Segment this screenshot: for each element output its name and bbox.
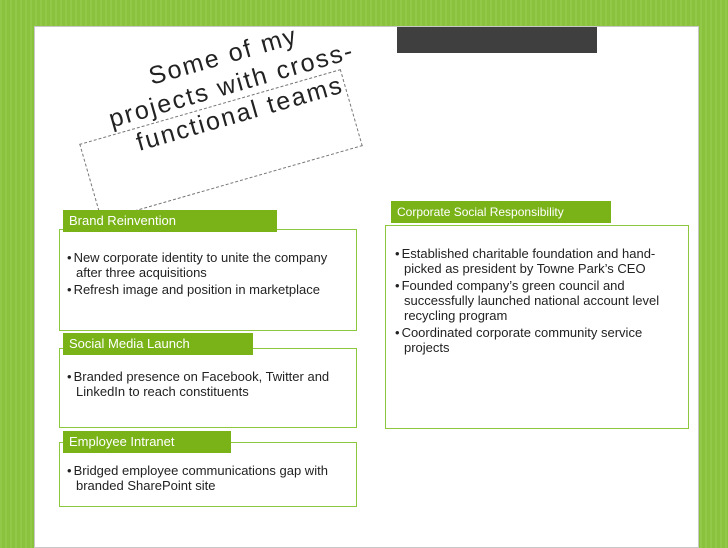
slide [34, 21, 699, 548]
slide-title: Some of my projects with cross- functional teams [105, 21, 358, 157]
brand-panel [59, 229, 357, 331]
social-list [66, 369, 336, 401]
intranet-list [66, 463, 346, 495]
social-panel [59, 348, 357, 428]
csr-panel [385, 225, 689, 429]
csr-list [394, 246, 674, 357]
brand-header: Brand Reinvention [63, 210, 277, 232]
list-item: • Bridged employee communications gap with branded SharePoint site [66, 463, 346, 493]
social-header: Social Media Launch [63, 333, 253, 355]
list-item: • Refresh image and position in marketplace [66, 282, 346, 297]
list-item: • Coordinated corporate community service projects [394, 325, 674, 355]
list-item: • Branded presence on Facebook, Twitter and LinkedIn to reach constituents [66, 369, 336, 399]
csr-header: Corporate Social Responsibility [391, 201, 611, 223]
brand-list [66, 250, 346, 299]
intranet-header: Employee Intranet [63, 431, 231, 453]
list-item: • Established charitable foundation and hand-picked as president by Towne Park’s CEO [394, 246, 674, 276]
list-item: • Founded company’s green council and successfully launched national account level recycling program [394, 278, 674, 323]
top-dark-block [397, 27, 597, 53]
list-item: • New corporate identity to unite the company after three acquisitions [66, 250, 346, 280]
